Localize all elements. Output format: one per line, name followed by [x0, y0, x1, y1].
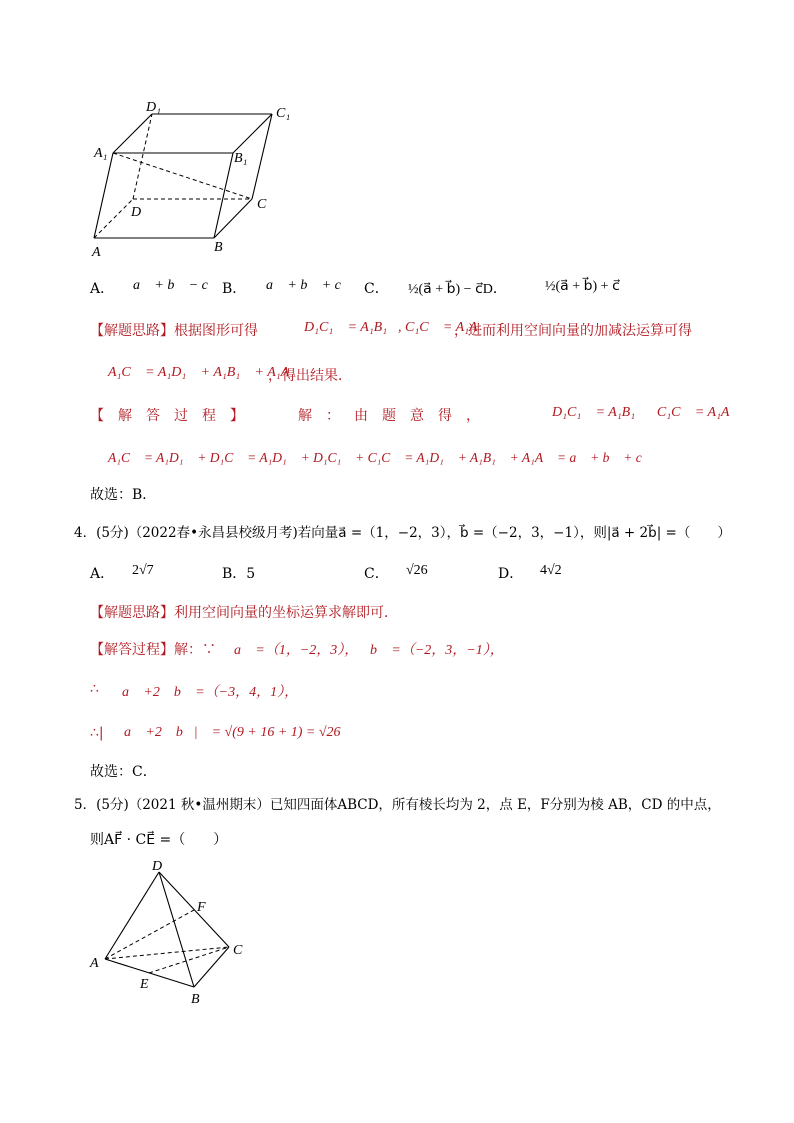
q3-option-a: a⃗ + b⃗ − c⃗ [133, 278, 219, 293]
q3-solution-idea [90, 320, 258, 340]
q4-option-a-letter: A． [90, 566, 115, 582]
q3-idea-tag: 【解题思路】 [90, 323, 174, 339]
q4-therefore-1: ∴ [90, 681, 99, 697]
q5-stem: 5．(5分)（2021 秋•温州期末）已知四面体ABCD，所有棱长均为 2，点 E，F分别为棱 AB，CD 的中点， [74, 797, 721, 813]
q4-option-d-letter: D． [498, 566, 524, 582]
q4-process-b: b⃗ =（−2，3，−1）， [370, 643, 504, 658]
q4-stem: 4．(5分)（2022春•永昌县校级月考)若向量a⃗ =（1，−2，3），b⃗ =（−2，3，−1），则|a⃗ + 2b⃗| =（ ） [74, 525, 731, 541]
q4-option-b: B．5 [222, 566, 256, 582]
q3-answer: 故选：B． [90, 487, 157, 503]
label-D: D [152, 859, 163, 874]
q3-option-b: a⃗ + b⃗ + c⃗ [266, 278, 352, 293]
label-B: B [214, 240, 223, 255]
q5-stem-2: 则AF⃗ · CE⃗ =（ ） [90, 832, 228, 848]
label-B1: B₁ [234, 151, 248, 166]
q3-option-d: ½(a⃗ + b⃗) + c⃗ [545, 279, 620, 294]
q4-option-d: 4√2 [540, 563, 562, 578]
q3-process-tag: 【解答过程】 [90, 408, 258, 424]
q3-option-a-letter: A． [90, 281, 115, 297]
q4-process-text: 解：∵ [174, 642, 216, 658]
q3-option-c: ½(a⃗ + b⃗) − c⃗D． [408, 282, 507, 297]
label-C: C [233, 943, 243, 958]
q4-option-c-letter: C． [364, 566, 389, 582]
label-A: A [92, 245, 101, 260]
label-A: A [90, 956, 99, 971]
q3-idea-text: 根据图形可得 [174, 323, 258, 339]
q4-option-c: √26 [406, 563, 428, 578]
label-A1: A₁ [94, 146, 108, 161]
label-B: B [191, 992, 200, 1007]
q3-process-formula2: A₁C⃗ = A₁D₁⃗ + D₁C⃗ = A₁D₁⃗ + D₁C₁⃗ + C₁C⃗ = A₁D₁⃗ + A₁B₁⃗ + A₁A⃗ = a⃗ + b⃗ + c⃗， [108, 450, 663, 465]
q4-process-tag: 【解答过程】 [90, 642, 174, 658]
q3-idea-formula2: A₁C⃗ = A₁D₁⃗ + A₁B₁⃗ + A₁A⃗ [108, 365, 301, 380]
q4-solution-idea: 【解题思路】利用空间向量的坐标运算求解即可． [90, 605, 398, 621]
q3-idea-formula: D₁C₁⃗ = A₁B₁⃗, C₁C⃗ = A₁A⃗ [304, 320, 489, 335]
q4-process-line3: a⃗ +2 b⃗| = √(9 + 16 + 1) = √26， [124, 725, 352, 740]
label-D1: D₁ [146, 100, 161, 115]
label-E: E [140, 977, 149, 992]
q3-options [90, 278, 114, 298]
label-D: D [131, 205, 142, 220]
q3-option-c-letter: C． [364, 281, 389, 297]
q3-process-text: 解：由题意得， [298, 408, 494, 424]
q3-option-b-letter: B． [222, 281, 247, 297]
q4-process-a: a⃗ =（1，−2，3）， [234, 643, 359, 658]
q4-option-a: 2√7 [132, 563, 154, 578]
q4-therefore-2: ∴| [90, 725, 104, 741]
q3-idea-text2: ，进而利用空间向量的加减法运算可得 [454, 323, 692, 339]
q4-process-line1 [90, 639, 216, 659]
label-F: F [197, 900, 206, 915]
q4-process-line2: a⃗ +2 b⃗ =（−3，4，1）， [122, 685, 299, 700]
q3-process-formula: D₁C₁⃗ = A₁B₁⃗，C₁C⃗ = A₁A⃗， [552, 405, 752, 420]
label-C: C [257, 197, 267, 212]
parallelepiped-figure [85, 95, 300, 265]
q4-answer: 故选：C． [90, 764, 157, 780]
label-C1: C₁ [276, 106, 291, 121]
q3-idea-text3: ，得出结果． [268, 368, 352, 384]
tetrahedron-figure [85, 855, 260, 1010]
